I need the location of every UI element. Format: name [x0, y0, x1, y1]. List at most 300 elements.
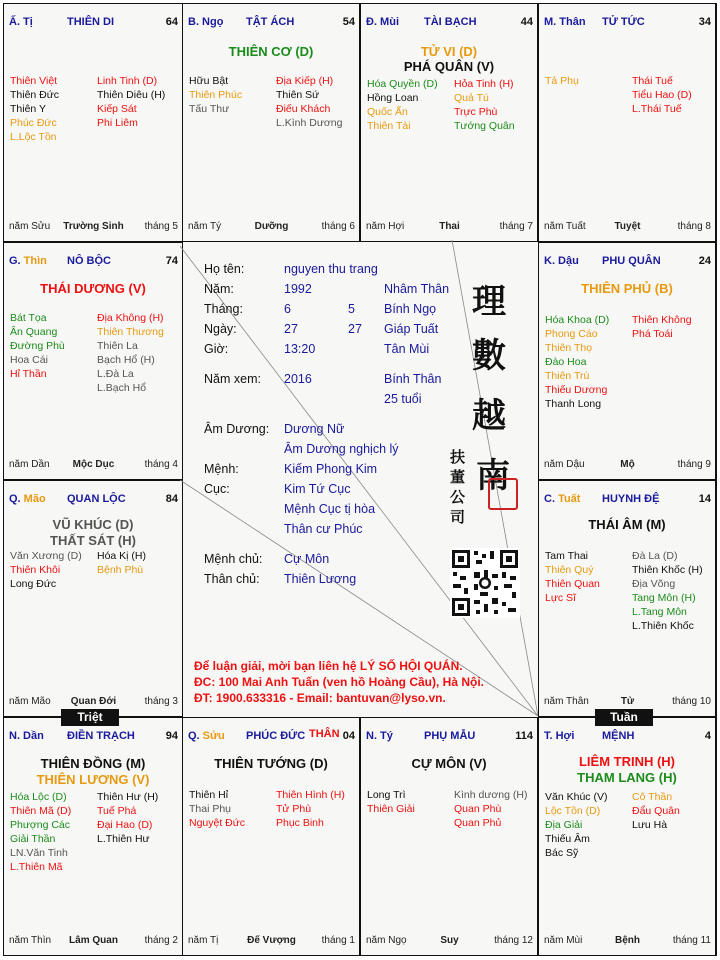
minor-star: Tả Phụ — [545, 75, 579, 87]
minor-star: Tướng Quân — [454, 120, 515, 132]
footer-month: tháng 9 — [677, 459, 711, 470]
amduong-value: Dương Nữ — [284, 422, 345, 436]
footer-stage: Quan Đới — [70, 696, 117, 707]
palace-position — [544, 493, 580, 505]
palace-footer — [188, 221, 355, 233]
minor-star: Hữu Bật — [189, 75, 229, 87]
palace-name: ĐIỀN TRẠCH — [67, 730, 135, 742]
palace-age: 64 — [165, 16, 178, 28]
minor-star: Thiên La — [97, 340, 138, 352]
footer-stage: Đế Vượng — [247, 935, 296, 946]
palace-name: TẬT ÁCH — [246, 16, 295, 28]
minor-star: Lực Sĩ — [545, 592, 576, 604]
month-canchi: Bính Ngọ — [384, 302, 437, 316]
palace-branch: K. Dậu — [544, 255, 579, 267]
minor-star: Tấu Thư — [189, 103, 230, 115]
footer-year: năm Thìn — [9, 935, 52, 946]
palace-age: 94 — [165, 730, 178, 742]
menh-label: Mệnh: — [204, 462, 239, 476]
minor-star: Hóa Quyền (D) — [367, 78, 438, 90]
cuc-value: Kim Tứ Cục — [284, 482, 351, 496]
minor-star: L.Bạch Hổ — [97, 382, 147, 394]
palace-footer — [544, 459, 711, 471]
palace-name: HUYNH ĐỆ — [602, 493, 660, 505]
palace-header — [9, 16, 178, 30]
minor-stars-right — [97, 549, 146, 577]
footer-month: tháng 8 — [677, 221, 711, 232]
main-star: THIÊN TƯỚNG (D) — [214, 756, 328, 771]
minor-star: L.Thiên Mã — [10, 861, 63, 873]
footer-month: tháng 10 — [672, 696, 711, 707]
minor-star: Thiếu Dương — [545, 384, 608, 396]
main-star: VŨ KHÚC (D) — [52, 517, 134, 532]
cuc-label: Cục: — [204, 482, 230, 496]
minor-star: Thai Phụ — [189, 803, 232, 815]
palace-cell[interactable] — [360, 717, 538, 956]
cuc-relation: Mệnh Cục tị hòa — [284, 502, 376, 516]
palace-branch: N. Dần — [9, 730, 44, 742]
minor-star: Bác Sỹ — [545, 847, 579, 859]
minor-stars-left — [367, 77, 438, 133]
footer-month: tháng 5 — [144, 221, 178, 232]
palace-element: Tuất — [558, 493, 581, 505]
palace-footer — [366, 935, 533, 947]
calligraphy-small-1: 扶 — [450, 448, 466, 466]
minor-stars-left — [545, 74, 579, 88]
minor-star: Hỉ Thần — [10, 368, 47, 380]
minor-stars-left — [10, 790, 71, 874]
palace-position — [366, 730, 393, 742]
palace-cell[interactable] — [538, 717, 716, 956]
minor-star: Văn Xương (D) — [10, 550, 82, 562]
palace-name: TỬ TỨC — [602, 16, 645, 28]
footer-year: năm Dần — [9, 459, 50, 470]
palace-name: PHỤ MẪU — [424, 730, 476, 742]
minor-stars-right — [454, 77, 515, 133]
minor-stars-left — [189, 788, 245, 830]
month-label: Tháng: — [204, 302, 243, 316]
minor-star: Thiên Hình (H) — [276, 789, 345, 801]
minor-star: Linh Tinh (D) — [97, 75, 158, 87]
minor-stars-right — [632, 790, 680, 832]
palace-branch: Ấ. Tị — [9, 16, 33, 28]
minor-stars-right — [276, 788, 345, 830]
month-lunar: 5 — [348, 302, 355, 316]
minor-star: LN.Văn Tinh — [10, 847, 68, 859]
palace-position — [366, 16, 399, 28]
minor-star: Tang Môn (H) — [632, 592, 696, 604]
tuan-tag: Tuần — [595, 709, 653, 726]
palace-cell[interactable] — [360, 3, 538, 242]
minor-star: L.Tang Môn — [632, 606, 687, 618]
palace-header — [9, 255, 178, 269]
palace-element: Mão — [23, 493, 46, 505]
hour-value: 13:20 — [284, 342, 316, 356]
triet-tag: Triệt — [61, 709, 119, 726]
palace-branch: Q. — [9, 493, 24, 505]
than-chu-value: Thiên Lương — [284, 572, 357, 586]
calligraphy-small-3: 公 — [450, 488, 466, 506]
day-label: Ngày: — [204, 322, 237, 336]
palace-cell[interactable] — [182, 3, 360, 242]
minor-star: Bạch Hổ (H) — [97, 354, 155, 366]
minor-star: Thiên Việt — [10, 75, 58, 87]
palace-footer — [9, 696, 178, 708]
minor-star: Đào Hoa — [545, 356, 587, 368]
palace-header — [188, 16, 355, 30]
footer-month: tháng 6 — [321, 221, 355, 232]
palace-branch: B. Ngọ — [188, 16, 224, 28]
minor-star: Thanh Long — [545, 398, 602, 410]
main-star: LIÊM TRINH (H) — [578, 754, 676, 769]
contact-line-3: ĐT: 1900.633316 - Email: bantuvan@lyso.vn. — [194, 691, 446, 705]
minor-stars-left — [189, 74, 242, 116]
footer-month: tháng 4 — [144, 459, 178, 470]
minor-star: Thiên Thương — [97, 326, 164, 338]
palace-cell[interactable] — [3, 3, 183, 242]
minor-star: Hóa Khoa (D) — [545, 314, 610, 326]
main-star: THIÊN ĐỒNG (M) — [40, 756, 146, 771]
palace-age: 4 — [704, 730, 711, 742]
minor-star: Giải Thần — [10, 833, 56, 845]
palace-age: 04 — [342, 730, 355, 742]
palace-branch: Q. — [188, 730, 203, 742]
main-star: THẤT SÁT (H) — [50, 533, 136, 548]
footer-year: năm Mùi — [544, 935, 583, 946]
minor-stars-left — [545, 313, 609, 411]
palace-footer — [366, 221, 533, 233]
palace-name: NÔ BỘC — [67, 255, 111, 267]
minor-star: Hóa Kị (H) — [97, 550, 147, 562]
month-value: 6 — [284, 302, 291, 316]
view-year-label: Năm xem: — [204, 372, 261, 386]
palace-position — [9, 16, 33, 28]
palace-position — [9, 730, 44, 742]
minor-stars-left — [545, 790, 607, 860]
palace-name: THIÊN DI — [67, 16, 115, 28]
palace-position — [9, 255, 47, 267]
amduong-label: Âm Dương: — [204, 422, 270, 436]
minor-star: Thiên Tài — [367, 120, 411, 132]
minor-star: Phong Cáo — [545, 328, 598, 340]
palace-age: 74 — [165, 255, 178, 267]
footer-month: tháng 2 — [144, 935, 178, 946]
palace-position — [188, 730, 225, 742]
minor-stars-left — [367, 788, 415, 816]
than-chu-label: Thân chủ: — [204, 572, 260, 586]
day-value: 27 — [284, 322, 298, 336]
footer-month: tháng 7 — [499, 221, 533, 232]
minor-star: L.Lộc Tồn — [10, 131, 57, 143]
palace-position — [544, 16, 586, 28]
footer-stage: Tuyệt — [614, 221, 641, 232]
minor-star: Địa Không (H) — [97, 312, 164, 324]
minor-star: Thiên Khôi — [10, 564, 61, 576]
palace-position — [9, 493, 46, 505]
minor-star: Địa Võng — [632, 578, 676, 590]
footer-month: tháng 11 — [672, 935, 711, 946]
footer-month: tháng 3 — [144, 696, 178, 707]
palace-header — [544, 493, 711, 507]
minor-star: Lưu Hà — [632, 819, 668, 831]
minor-star: Điếu Khách — [276, 103, 331, 115]
minor-star: Quả Tú — [454, 92, 489, 104]
minor-star: Trực Phù — [454, 106, 498, 118]
minor-star: Thiên Khốc (H) — [632, 564, 703, 576]
calligraphy-char-1: 理 — [472, 282, 506, 322]
footer-year: năm Tị — [188, 935, 219, 946]
center-info-panel — [180, 240, 538, 716]
footer-year: năm Sửu — [9, 221, 51, 232]
minor-star: Thiên Sứ — [276, 89, 320, 101]
minor-star: Hoa Cái — [10, 354, 48, 366]
minor-star: Phá Toái — [632, 328, 673, 340]
hour-label: Giờ: — [204, 342, 229, 356]
view-year-canchi: Bính Thân — [384, 372, 442, 386]
red-seal-icon — [488, 478, 518, 510]
minor-star: Thái Tuế — [632, 75, 673, 87]
minor-star: L.Kình Dương — [276, 117, 343, 129]
palace-cell[interactable] — [3, 717, 183, 956]
palace-position — [188, 16, 223, 28]
palace-age: 24 — [698, 255, 711, 267]
age-value: 25 tuổi — [384, 392, 422, 406]
minor-star: Nguyệt Đức — [189, 817, 246, 829]
palace-age: 114 — [515, 730, 533, 742]
palace-cell[interactable] — [538, 242, 716, 480]
palace-name: PHÚC ĐỨC — [246, 730, 306, 742]
palace-age: 14 — [698, 493, 711, 505]
footer-stage: Tử — [620, 696, 635, 707]
qr-code-icon[interactable] — [450, 548, 520, 618]
palace-footer — [544, 221, 711, 233]
minor-star: Kình dương (H) — [454, 789, 528, 801]
palace-cell[interactable] — [538, 3, 716, 242]
minor-stars-left — [10, 549, 82, 591]
calligraphy-small-4: 司 — [450, 508, 466, 526]
footer-year: năm Tuất — [544, 221, 586, 232]
minor-stars-right — [97, 311, 164, 395]
minor-star: Địa Kiếp (H) — [276, 75, 334, 87]
minor-star: Phượng Các — [10, 819, 71, 831]
palace-footer — [9, 935, 178, 947]
minor-star: Thiên Trù — [545, 370, 590, 382]
minor-star: Thiên Phúc — [189, 89, 243, 101]
minor-star: Thiên Hỉ — [189, 789, 229, 801]
minor-stars-right — [97, 790, 158, 846]
palace-name: TÀI BẠCH — [424, 16, 477, 28]
minor-star: L.Thiên Hư — [97, 833, 150, 845]
minor-star: Tiểu Hao (D) — [632, 89, 692, 101]
year-value: 1992 — [284, 282, 312, 296]
palace-age: 54 — [342, 16, 355, 28]
minor-star: Hồng Loan — [367, 92, 419, 104]
minor-star: Phúc Đức — [10, 117, 57, 129]
minor-star: L.Đà La — [97, 368, 134, 380]
palace-footer — [188, 935, 355, 947]
footer-stage: Thai — [439, 221, 460, 232]
main-star: PHÁ QUÂN (V) — [403, 59, 495, 74]
minor-star: Kiếp Sát — [97, 103, 137, 115]
minor-star: Đường Phù — [10, 340, 65, 352]
minor-stars-right — [276, 74, 342, 130]
than-cu: Thân cư Phúc — [284, 522, 363, 536]
palace-footer — [9, 221, 178, 233]
minor-star: Thiên Giải — [367, 803, 415, 815]
menh-chu-label: Mệnh chủ: — [204, 552, 263, 566]
main-star: THAM LANG (H) — [577, 770, 677, 785]
footer-year: năm Mão — [9, 696, 51, 707]
minor-star: Đại Hao (D) — [97, 819, 153, 831]
palace-element: Thìn — [23, 255, 47, 267]
minor-star: Thiên Đức — [10, 89, 60, 101]
day-canchi: Giáp Tuất — [384, 322, 439, 336]
main-star: TỬ VI (D) — [420, 44, 478, 59]
palace-footer — [544, 935, 711, 947]
menh-chu-value: Cự Môn — [284, 552, 330, 566]
main-star: THÁI DƯƠNG (V) — [40, 281, 146, 296]
palace-branch: T. Hợi — [544, 730, 575, 742]
minor-stars-right — [454, 788, 527, 830]
minor-star: Tử Phù — [276, 803, 312, 815]
minor-star: Phi Liêm — [97, 117, 138, 129]
footer-year: năm Tý — [188, 221, 222, 232]
minor-star: L.Thiên Khốc — [632, 620, 694, 632]
palace-element: Sửu — [202, 730, 225, 742]
footer-month: tháng 1 — [321, 935, 355, 946]
minor-star: Quan Phủ — [454, 817, 502, 829]
palace-branch: C. — [544, 493, 559, 505]
name-label: Họ tên: — [204, 262, 245, 276]
menh-value: Kiếm Phong Kim — [284, 462, 378, 476]
year-canchi: Nhâm Thân — [384, 282, 450, 296]
palace-footer — [544, 696, 711, 708]
minor-star: Thiên Quý — [545, 564, 594, 576]
palace-branch: N. Tý — [366, 730, 393, 742]
palace-cell[interactable] — [538, 480, 716, 717]
minor-star: Long Trì — [367, 789, 406, 801]
minor-star: Thiên Hư (H) — [97, 791, 159, 803]
main-star: THIÊN PHỦ (B) — [581, 281, 673, 296]
footer-stage: Bệnh — [615, 935, 640, 946]
palace-position — [544, 255, 579, 267]
minor-star: Văn Khúc (V) — [545, 791, 608, 803]
contact-line-1: Để luận giải, mời bạn liên hệ LÝ SỐ HỘI QUÁN. — [194, 659, 463, 673]
footer-stage: Mộc Dục — [72, 459, 115, 470]
palace-header — [544, 16, 711, 30]
palace-cell[interactable] — [3, 480, 183, 717]
minor-star: Hỏa Tinh (H) — [454, 78, 514, 90]
minor-star: Thiên Diêu (H) — [97, 89, 166, 101]
calligraphy-char-4: 南 — [476, 456, 510, 496]
palace-age: 84 — [165, 493, 178, 505]
minor-star: Thiên Không — [632, 314, 692, 326]
footer-year: năm Ngọ — [366, 935, 407, 946]
footer-stage: Trường Sinh — [63, 221, 124, 232]
minor-stars-right — [97, 74, 165, 130]
palace-header — [544, 730, 711, 744]
footer-stage: Lâm Quan — [69, 935, 118, 946]
footer-year: năm Dậu — [544, 459, 585, 470]
palace-position — [544, 730, 574, 742]
name-value: nguyen thu trang — [284, 262, 378, 276]
minor-stars-left — [10, 311, 65, 381]
amduong-note: Âm Dương nghịch lý — [284, 442, 399, 456]
main-star: CỰ MÔN (V) — [411, 756, 487, 771]
calligraphy-char-3: 越 — [472, 396, 506, 436]
palace-header — [366, 730, 533, 744]
minor-star: Bệnh Phù — [97, 564, 144, 576]
hour-canchi: Tân Mùi — [384, 342, 430, 356]
minor-star: L.Thái Tuế — [632, 103, 682, 115]
main-star: THÁI ÂM (M) — [588, 517, 666, 532]
minor-star: Bát Tọa — [10, 312, 47, 324]
minor-star: Lộc Tồn (D) — [545, 805, 601, 817]
palace-cell[interactable] — [3, 242, 183, 480]
main-star: THIÊN CƠ (D) — [228, 44, 314, 59]
main-star: THIÊN LƯƠNG (V) — [36, 772, 150, 787]
palace-header — [9, 730, 178, 744]
day-lunar: 27 — [348, 322, 362, 336]
year-label: Năm: — [204, 282, 234, 296]
than-marker: THÂN — [309, 728, 340, 740]
minor-star: Tuế Phá — [97, 805, 137, 817]
palace-branch: Đ. Mùi — [366, 16, 399, 28]
minor-star: Long Đức — [10, 578, 57, 590]
footer-stage: Mộ — [620, 459, 635, 470]
palace-name: PHU QUÂN — [602, 255, 661, 267]
minor-star: Tam Thai — [545, 550, 588, 562]
palace-header — [9, 493, 178, 507]
minor-star: Thiên Y — [10, 103, 46, 115]
footer-year: năm Hợi — [366, 221, 405, 232]
minor-star: Thiên Mã (D) — [10, 805, 72, 817]
minor-stars-right — [632, 313, 692, 341]
minor-stars-left — [10, 74, 59, 144]
calligraphy-char-2: 數 — [472, 336, 506, 376]
footer-stage: Dưỡng — [254, 221, 289, 232]
palace-footer — [9, 459, 178, 471]
minor-star: Ân Quang — [10, 326, 58, 338]
palace-header — [544, 255, 711, 269]
footer-month: tháng 12 — [494, 935, 533, 946]
minor-star: Cô Thần — [632, 791, 673, 803]
palace-branch: M. Thân — [544, 16, 586, 28]
minor-star: Thiên Thọ — [545, 342, 593, 354]
minor-star: Đà La (D) — [632, 550, 678, 562]
palace-age: 34 — [698, 16, 711, 28]
minor-stars-right — [632, 549, 703, 633]
palace-age: 44 — [520, 16, 533, 28]
minor-star: Hóa Lộc (D) — [10, 791, 67, 803]
palace-branch: G. — [9, 255, 24, 267]
minor-star: Thiên Quan — [545, 578, 600, 590]
minor-star: Địa Giải — [545, 819, 583, 831]
minor-stars-left — [545, 549, 600, 605]
palace-name: QUAN LỘC — [67, 493, 126, 505]
minor-star: Đẩu Quân — [632, 805, 680, 817]
contact-line-2: ĐC: 100 Mai Anh Tuấn (ven hồ Hoàng Cầu), Hà Nội. — [194, 675, 485, 689]
calligraphy-small-2: 董 — [450, 468, 466, 486]
palace-name: MỆNH — [602, 730, 635, 742]
minor-stars-right — [632, 74, 692, 116]
palace-header — [366, 16, 533, 30]
minor-star: Quan Phù — [454, 803, 502, 815]
footer-year: năm Thân — [544, 696, 589, 707]
view-year-value: 2016 — [284, 372, 312, 386]
palace-cell[interactable] — [182, 717, 360, 956]
minor-star: Phục Binh — [276, 817, 324, 829]
